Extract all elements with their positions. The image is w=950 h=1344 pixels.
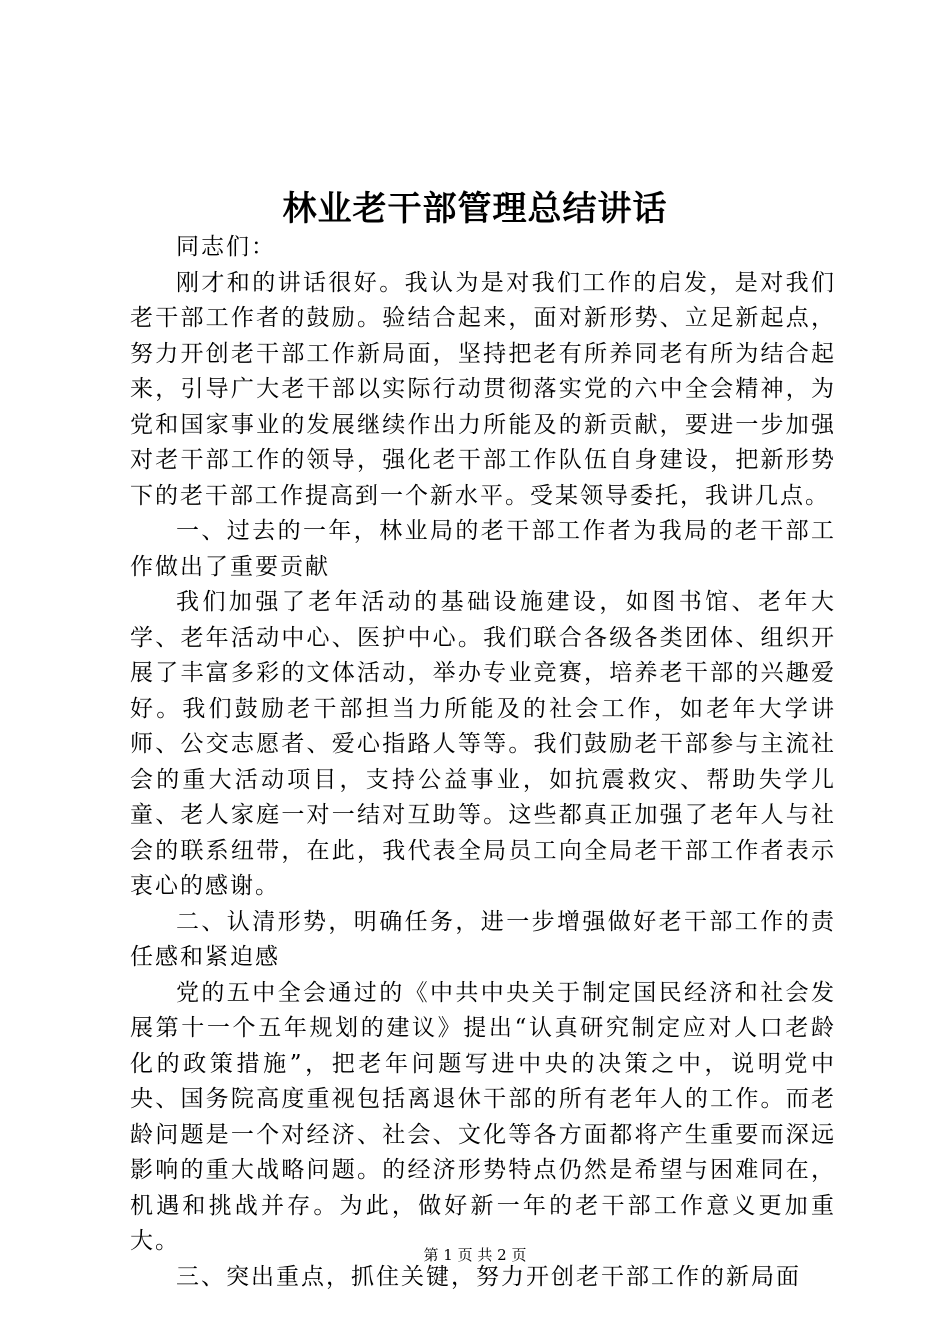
page-number-footer: 第 1 页 共 2 页 (423, 1246, 527, 1264)
salutation: 同志们： (176, 234, 276, 260)
section-heading-2: 二、认清形势，明确任务，进一步增强做好老干部工作的责任感和紧迫感 (130, 908, 836, 970)
paragraph-section-2: 党的五中全会通过的《中共中央关于制定国民经济和社会发展第十一个五年规划的建议》提出“认真研究制定应对人口老龄化的政策措施”，把老年问题写进中央的决策之中，说明党中央、国务院高度重视包括离退休干部的所有老年人的工作。而老龄问题是一个对经济、社会、文化等各方面都将产生重要而深远影响的重大战略问题。的经济形势特点仍然是希望与困难同在，机遇和挑战并存。为此，做好新一年的老干部工作意义更加重大。 (130, 979, 836, 1254)
section-heading-3: 三、突出重点，抓住关键，努力开创老干部工作的新局面 (176, 1263, 801, 1290)
section-heading-1: 一、过去的一年，林业局的老干部工作者为我局的老干部工作做出了重要贡献 (130, 518, 836, 580)
paragraph-intro: 刚才和的讲话很好。我认为是对我们工作的启发，是对我们老干部工作者的鼓励。验结合起来，面对新形势、立足新起点，努力开创老干部工作新局面，坚持把老有所养同老有所为结合起来，引导广大老干部以实际行动贯彻落实党的六中全会精神，为党和国家事业的发展继续作出力所能及的新贡献，要进一步加强对老干部工作的领导，强化老干部工作队伍自身建设，把新形势下的老干部工作提高到一个新水平。受某领导委托，我讲几点。 (130, 269, 836, 509)
paragraph-section-1: 我们加强了老年活动的基础设施建设，如图书馆、老年大学、老年活动中心、医护中心。我们联合各级各类团体、组织开展了丰富多彩的文体活动，举办专业竞赛，培养老干部的兴趣爱好。我们鼓励老干部担当力所能及的社会工作，如老年大学讲师、公交志愿者、爱心指路人等等。我们鼓励老干部参与主流社会的重大活动项目，支持公益事业，如抗震救灾、帮助失学儿童、老人家庭一对一结对互助等。这些都真正加强了老年人与社会的联系纽带，在此，我代表全局员工向全局老干部工作者表示衷心的感谢。 (130, 589, 836, 899)
document-body (130, 230, 836, 1295)
document-title: 林业老干部管理总结讲话 (282, 189, 668, 229)
